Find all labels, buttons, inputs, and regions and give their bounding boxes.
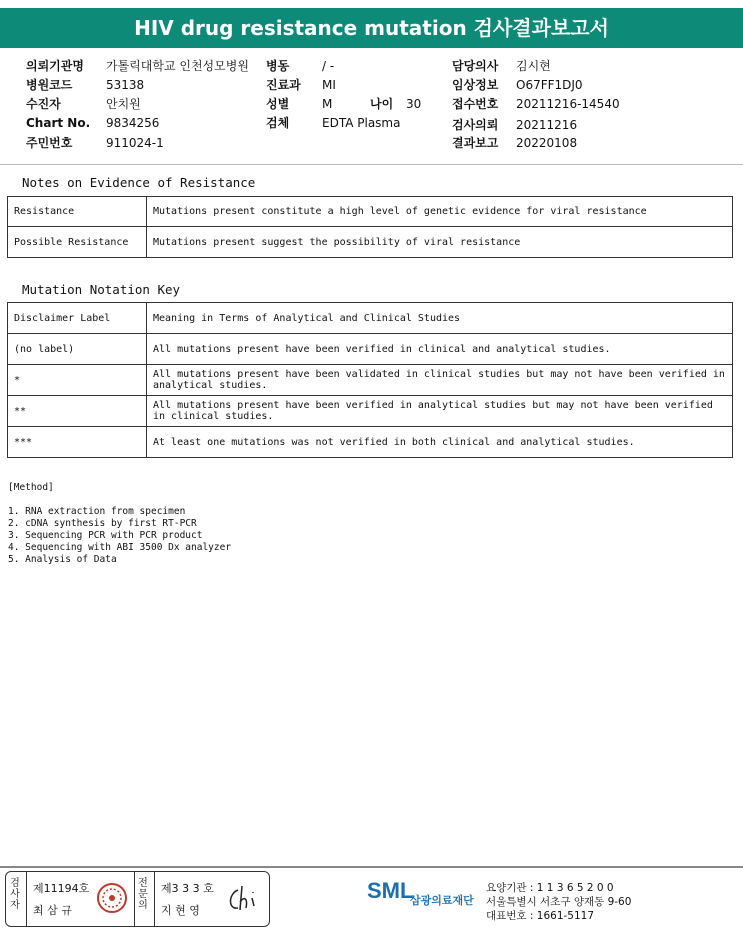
sex-value: M [322,97,333,111]
institution-row [26,57,249,74]
inspector-license: 제11194호 [33,882,90,895]
inspector-vertical-label: 검사자 [10,878,20,911]
hospital-code-label: 병원코드 [26,78,73,92]
ward-row [266,57,334,74]
department-label: 진료과 [266,78,301,92]
seal-icon [96,882,128,914]
method-title: [Method] [8,482,54,493]
clinical-info-row [452,76,583,93]
clinical-info-value: O67FF1DJ0 [516,78,583,92]
rrn-value: 911024-1 [106,136,164,150]
institution-label: 의뢰기관명 [26,59,84,73]
table-cell: Possible Resistance [8,227,147,258]
signature-icon [224,882,264,916]
request-date-row [452,116,577,133]
list-item: 4. Sequencing with ABI 3500 Dx analyzer [8,542,232,553]
table-cell: * [8,365,147,396]
address: 서울특별시 서초구 양재동 9-60 [486,896,632,908]
receipt-no-value: 20211216-14540 [516,97,620,111]
report-date-row [452,134,577,151]
ward-label: 병동 [266,59,290,73]
table-row [8,197,733,227]
table-row [8,303,733,334]
table-cell: ** [8,396,147,427]
method-list [8,506,231,566]
table-row [8,227,733,258]
report-date-value: 20220108 [516,136,578,150]
table-cell: Mutations present suggest the possibility of viral resistance [147,227,733,258]
request-date-value: 20211216 [516,118,578,132]
doctor-label: 담당의사 [452,59,499,73]
sml-logo: SML [367,878,414,903]
patient-value: 안치원 [106,97,141,111]
divider [134,872,135,926]
table-row [8,365,733,396]
table-cell: *** [8,427,147,458]
receipt-no-label: 접수번호 [452,97,499,111]
sex-label: 성별 [266,97,290,111]
specimen-row [266,114,400,131]
rrn-label: 주민번호 [26,136,73,150]
report-title: HIV drug resistance mutation 검사결과보고서 [0,8,743,48]
rrn-row [26,134,164,151]
reviewer-license: 제3 3 3 호 [161,882,214,895]
divider [0,164,743,165]
request-date-label: 검사의뢰 [452,118,499,132]
list-item: 2. cDNA synthesis by first RT-PCR [8,518,197,529]
list-item: 3. Sequencing PCR with PCR product [8,530,203,541]
report-date-label: 결과보고 [452,136,499,150]
doctor-row [452,57,551,74]
notation-table [7,302,733,458]
divider [26,872,27,926]
table-row [8,427,733,458]
hospital-code-value: 53138 [106,78,145,92]
signature-box [5,871,270,927]
reviewer-name: 지 현 영 [161,904,200,917]
table-cell: Mutations present constitute a high level of genetic evidence for viral resistance [147,197,733,227]
table-cell: All mutations present have been verified in analytical studies but may not have been verified in clinical studies. [147,396,733,427]
table-row [8,334,733,365]
table-cell: All mutations present have been validated in clinical studies but may not have been verified in analytical studies. [147,365,733,396]
chart-no-value: 9834256 [106,116,160,130]
notation-title: Mutation Notation Key [22,282,181,297]
table-row [8,396,733,427]
patient-label: 수진자 [26,97,61,111]
doctor-value: 김시현 [516,59,551,73]
table-cell: Resistance [8,197,147,227]
table-cell: At least one mutations was not verified in both clinical and analytical studies. [147,427,733,458]
patient-row [26,95,141,112]
ward-value: / - [322,59,335,73]
evidence-table [7,196,733,258]
institution-value: 가톨릭대학교 인천성모병원 [106,59,249,73]
evidence-title: Notes on Evidence of Resistance [22,175,256,190]
table-cell: Disclaimer Label [8,303,147,334]
inspector-name: 최 삼 규 [33,904,72,917]
department-row [266,76,336,93]
specimen-value: EDTA Plasma [322,116,401,130]
divider [154,872,155,926]
phone: 대표번호 : 1661-5117 [486,910,595,922]
department-value: MI [322,78,336,92]
chart-no-row [26,116,159,130]
institution-code: 요양기관 : 1 1 3 6 5 2 0 0 [486,882,614,894]
age-value: 30 [406,97,422,111]
table-cell: Meaning in Terms of Analytical and Clinical Studies [147,303,733,334]
hospital-code-row [26,76,144,93]
list-item: 5. Analysis of Data [8,554,117,565]
age-row [370,95,421,112]
age-label: 나이 [370,97,394,111]
clinical-info-label: 임상정보 [452,78,499,92]
sex-row [266,95,332,112]
table-cell: All mutations present have been verified in clinical and analytical studies. [147,334,733,365]
list-item: 1. RNA extraction from specimen [8,506,186,517]
table-cell: (no label) [8,334,147,365]
specimen-label: 검체 [266,116,290,130]
org-name: 삼광의료재단 [410,894,474,907]
chart-no-label: Chart No. [26,116,91,130]
reviewer-vertical-label: 전문의 [138,878,148,911]
receipt-no-row [452,95,620,112]
footer-divider [0,866,743,868]
